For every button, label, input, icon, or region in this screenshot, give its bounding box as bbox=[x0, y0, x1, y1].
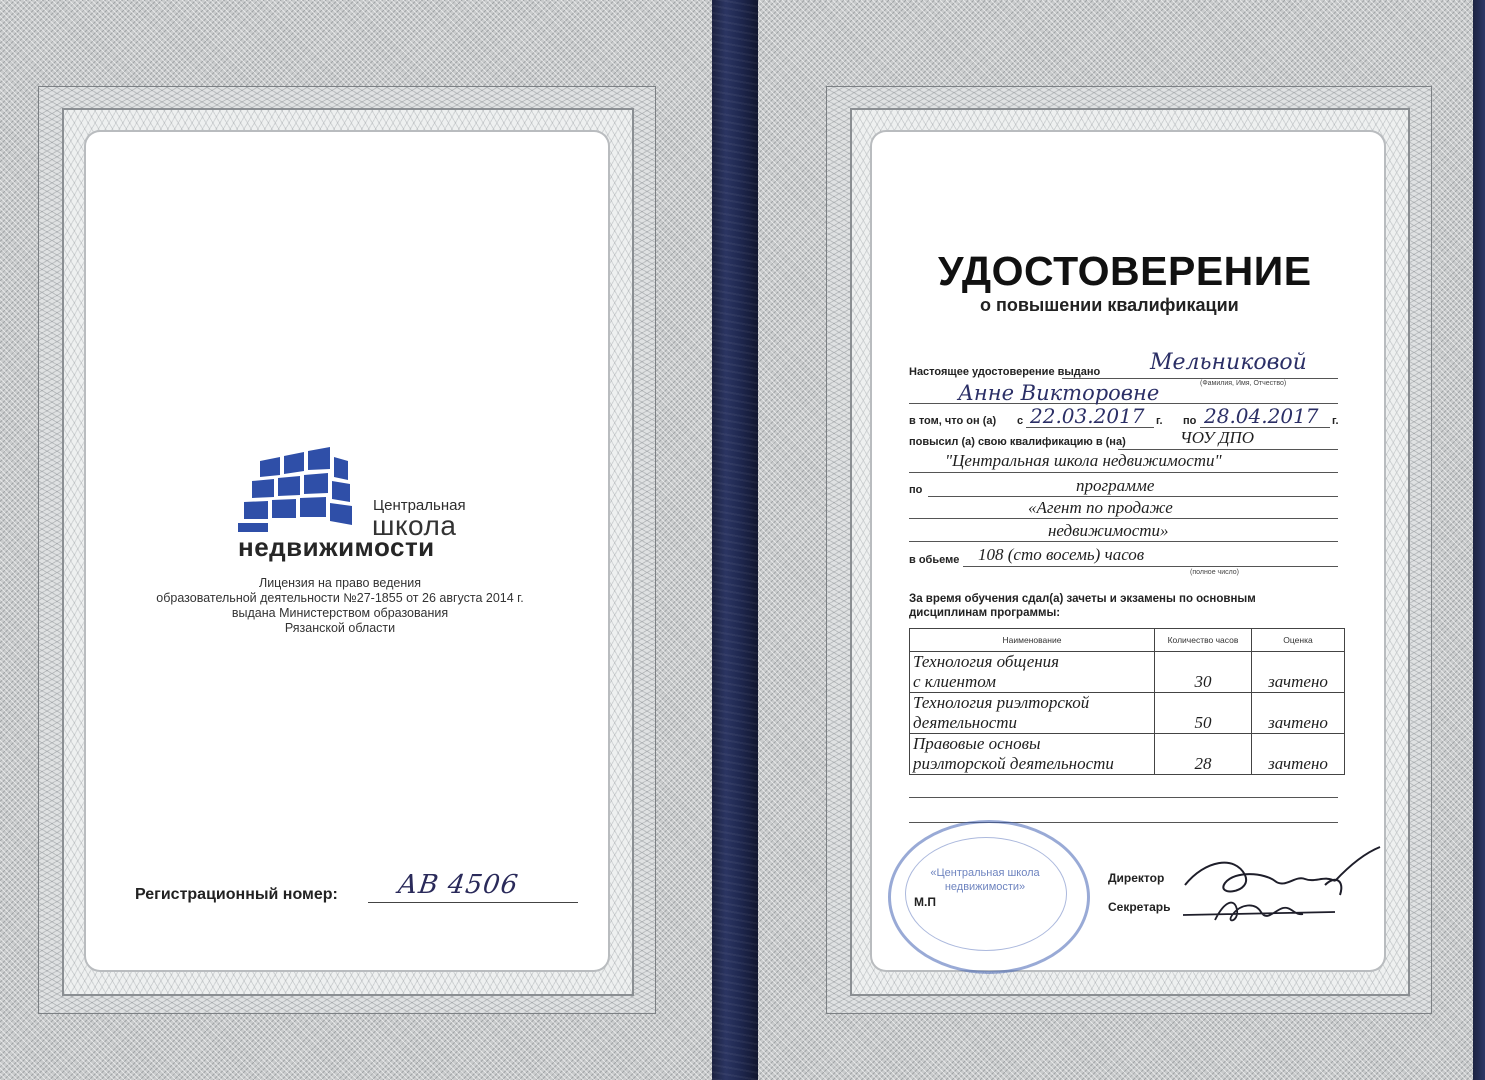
discipline-name: Технология риэлторской bbox=[910, 693, 1155, 714]
institution-line1: ЧОУ ДПО bbox=[1180, 428, 1255, 447]
director-label: Директор bbox=[1108, 871, 1165, 885]
license-line: Рязанской области bbox=[284, 621, 396, 635]
date-from-value: 22.03.2017 bbox=[1030, 404, 1145, 428]
program-underline-2 bbox=[909, 518, 1338, 519]
institution-line2: "Центральная школа недвижимости" bbox=[945, 451, 1222, 470]
discipline-name: с клиентом bbox=[910, 672, 1155, 693]
program-word: программе bbox=[1076, 476, 1155, 495]
volume-label: в обьеме bbox=[909, 554, 960, 566]
program-underline-3 bbox=[909, 541, 1338, 542]
disciplines-table bbox=[909, 628, 1345, 775]
year-suffix: г. bbox=[1332, 415, 1339, 427]
registration-number-label: Регистрационный номер: bbox=[135, 886, 338, 903]
institution-underline-2 bbox=[909, 472, 1338, 473]
surname-underline bbox=[1062, 378, 1338, 379]
discipline-hours: 28 bbox=[1155, 734, 1252, 775]
seal-text: «Центральная школа недвижимости» bbox=[930, 867, 1040, 893]
discipline-name: деятельности bbox=[910, 713, 1155, 734]
exams-text-line1: За время обучения сдал(а) зачеты и экзамены по основным bbox=[909, 593, 1256, 605]
volume-underline bbox=[963, 566, 1338, 567]
volume-caption: (полное число) bbox=[1190, 569, 1239, 576]
logo-text-line1: Центральная bbox=[373, 497, 466, 514]
seal-inner-ring bbox=[905, 837, 1067, 951]
program-line2: недвижимости» bbox=[1048, 521, 1169, 540]
license-text bbox=[150, 576, 530, 636]
discipline-name: Технология общения bbox=[910, 652, 1155, 673]
to-label: по bbox=[1183, 415, 1197, 427]
cover-spine bbox=[712, 0, 758, 1080]
cover-edge bbox=[1473, 0, 1485, 1080]
secretary-signature-icon bbox=[1175, 890, 1345, 930]
discipline-grade: зачтено bbox=[1252, 734, 1345, 775]
program-underline bbox=[928, 496, 1338, 497]
date-to-value: 28.04.2017 bbox=[1204, 404, 1319, 428]
institution-underline bbox=[1118, 449, 1338, 450]
table-header-row bbox=[910, 629, 1345, 652]
certificate-subtitle: о повышении квалификации bbox=[980, 295, 1239, 315]
license-line: образовательной деятельности №27-1855 от 26 августа 2014 г. bbox=[156, 591, 524, 605]
discipline-hours: 50 bbox=[1155, 693, 1252, 734]
license-line: выдана Министерством образования bbox=[231, 606, 449, 620]
certificate-title: УДОСТОВЕРЕНИЕ bbox=[938, 248, 1312, 294]
program-line1: «Агент по продаже bbox=[1028, 498, 1173, 517]
year-suffix: г. bbox=[1156, 415, 1163, 427]
discipline-grade: зачтено bbox=[1252, 652, 1345, 693]
discipline-hours: 30 bbox=[1155, 652, 1252, 693]
column-header-hours: Количество часов bbox=[1155, 629, 1252, 652]
issued-label: Настоящее удостоверение выдано bbox=[909, 366, 1101, 378]
exams-text-line2: дисциплинам программы: bbox=[909, 607, 1061, 619]
period-label: в том, что он (а) bbox=[909, 415, 997, 427]
license-line: Лицензия на право ведения bbox=[258, 576, 422, 590]
registration-underline bbox=[368, 902, 578, 903]
table-row bbox=[910, 693, 1345, 714]
qualification-label: повысил (а) свою квалификацию в (на) bbox=[909, 436, 1126, 448]
registration-number-value: АВ 4506 bbox=[395, 870, 521, 900]
column-header-grade: Оценка bbox=[1252, 629, 1345, 652]
discipline-name: Правовые основы bbox=[910, 734, 1155, 755]
logo-text-line3: недвижимости bbox=[238, 532, 435, 562]
from-label: с bbox=[1017, 415, 1024, 427]
mp-label: М.П bbox=[914, 895, 936, 909]
discipline-grade: зачтено bbox=[1252, 693, 1345, 734]
table-row bbox=[910, 734, 1345, 755]
column-header-name: Наименование bbox=[910, 629, 1155, 652]
issued-surname: Мельниковой bbox=[1150, 350, 1307, 375]
volume-value: 108 (сто восемь) часов bbox=[978, 545, 1145, 564]
table-row bbox=[910, 652, 1345, 673]
program-label: по bbox=[909, 484, 923, 496]
issued-name: Анне Викторовне bbox=[958, 381, 1160, 405]
fio-caption: (Фамилия, Имя, Отчество) bbox=[1200, 380, 1287, 387]
discipline-name: риэлторской деятельности bbox=[910, 754, 1155, 775]
secretary-label: Секретарь bbox=[1108, 900, 1171, 914]
logo-text-line2: школа bbox=[372, 510, 457, 541]
blank-line bbox=[909, 797, 1338, 798]
